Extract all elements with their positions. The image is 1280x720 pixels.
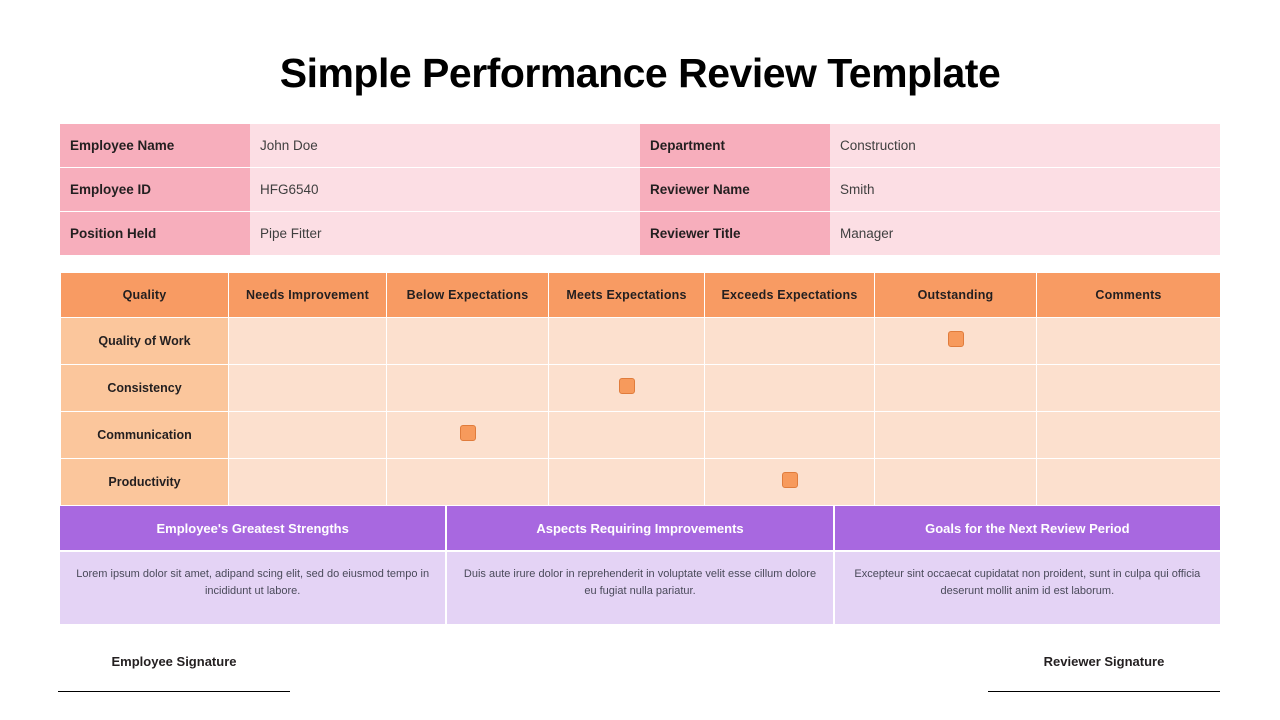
checkbox-marked-icon[interactable]: [460, 425, 476, 441]
rating-cell-consistency-outstanding[interactable]: [875, 365, 1037, 412]
narrative-text-goals[interactable]: Excepteur sint occaecat cupidatat non proident, sunt in culpa qui officia deserunt mollit anim id est laborum.: [835, 550, 1220, 624]
employee-signature-line[interactable]: [58, 691, 290, 692]
table-row: [61, 365, 1221, 412]
rating-cell-communication-meets-expectations[interactable]: [549, 412, 705, 459]
ratings-row-label-communication: Communication: [61, 412, 229, 459]
table-row: [61, 459, 1221, 506]
rating-cell-quality-of-work-exceeds-expectations[interactable]: [705, 318, 875, 365]
narrative-text-strengths[interactable]: Lorem ipsum dolor sit amet, adipand scing elit, sed do eiusmod tempo in incididunt ut labore.: [60, 550, 445, 624]
rating-cell-consistency-meets-expectations[interactable]: [549, 365, 705, 412]
rating-cell-productivity-outstanding[interactable]: [875, 459, 1037, 506]
rating-cell-productivity-meets-expectations[interactable]: [549, 459, 705, 506]
reviewer-signature-label: Reviewer Signature: [1043, 654, 1165, 669]
info-label-reviewer-title: Reviewer Title: [640, 212, 830, 256]
ratings-col-meets-expectations: Meets Expectations: [549, 273, 705, 318]
ratings-row-label-consistency: Consistency: [61, 365, 229, 412]
rating-cell-productivity-below-expectations[interactable]: [387, 459, 549, 506]
rating-cell-quality-of-work-below-expectations[interactable]: [387, 318, 549, 365]
rating-cell-communication-below-expectations[interactable]: [387, 412, 549, 459]
table-row: [61, 412, 1221, 459]
narrative-column-strengths: [60, 506, 445, 624]
info-value-employee-id[interactable]: HFG6540: [250, 168, 640, 212]
ratings-col-needs-improvement: Needs Improvement: [229, 273, 387, 318]
ratings-col-quality: Quality: [61, 273, 229, 318]
rating-cell-productivity-exceeds-expectations[interactable]: [705, 459, 875, 506]
reviewer-signature-block: [988, 654, 1220, 692]
reviewer-signature-line[interactable]: [988, 691, 1220, 692]
info-value-department[interactable]: Construction: [830, 124, 1220, 168]
rating-cell-consistency-exceeds-expectations[interactable]: [705, 365, 875, 412]
comments-cell-quality-of-work[interactable]: [1037, 318, 1221, 365]
checkbox-marked-icon[interactable]: [619, 378, 635, 394]
rating-cell-consistency-below-expectations[interactable]: [387, 365, 549, 412]
narrative-heading-strengths: Employee's Greatest Strengths: [60, 506, 445, 550]
checkbox-marked-icon[interactable]: [948, 331, 964, 347]
narrative-sections: [60, 506, 1220, 624]
employee-info-grid: [60, 124, 1220, 256]
employee-signature-label: Employee Signature: [111, 654, 237, 669]
info-label-employee-name: Employee Name: [60, 124, 250, 168]
comments-cell-communication[interactable]: [1037, 412, 1221, 459]
info-value-reviewer-title[interactable]: Manager: [830, 212, 1220, 256]
info-label-reviewer-name: Reviewer Name: [640, 168, 830, 212]
employee-signature-block: [58, 654, 290, 692]
rating-cell-quality-of-work-needs-improvement[interactable]: [229, 318, 387, 365]
rating-cell-quality-of-work-outstanding[interactable]: [875, 318, 1037, 365]
narrative-heading-improvements: Aspects Requiring Improvements: [447, 506, 832, 550]
rating-cell-productivity-needs-improvement[interactable]: [229, 459, 387, 506]
info-label-position-held: Position Held: [60, 212, 250, 256]
ratings-row-label-quality-of-work: Quality of Work: [61, 318, 229, 365]
info-label-department: Department: [640, 124, 830, 168]
rating-cell-communication-outstanding[interactable]: [875, 412, 1037, 459]
ratings-row-label-productivity: Productivity: [61, 459, 229, 506]
page-title: Simple Performance Review Template: [279, 50, 1001, 96]
comments-cell-productivity[interactable]: [1037, 459, 1221, 506]
narrative-column-goals: [835, 506, 1220, 624]
ratings-header-row: [61, 273, 1221, 318]
narrative-text-improvements[interactable]: Duis aute irure dolor in reprehenderit in voluptate velit esse cillum dolore eu fugiat nulla pariatur.: [447, 550, 832, 624]
checkbox-marked-icon[interactable]: [782, 472, 798, 488]
info-value-employee-name[interactable]: John Doe: [250, 124, 640, 168]
narrative-column-improvements: [447, 506, 832, 624]
comments-cell-consistency[interactable]: [1037, 365, 1221, 412]
info-label-employee-id: Employee ID: [60, 168, 250, 212]
narrative-heading-goals: Goals for the Next Review Period: [835, 506, 1220, 550]
rating-cell-communication-needs-improvement[interactable]: [229, 412, 387, 459]
info-value-reviewer-name[interactable]: Smith: [830, 168, 1220, 212]
info-value-position-held[interactable]: Pipe Fitter: [250, 212, 640, 256]
ratings-col-comments: Comments: [1037, 273, 1221, 318]
rating-cell-consistency-needs-improvement[interactable]: [229, 365, 387, 412]
rating-cell-communication-exceeds-expectations[interactable]: [705, 412, 875, 459]
ratings-table: [60, 272, 1221, 506]
ratings-col-exceeds-expectations: Exceeds Expectations: [705, 273, 875, 318]
ratings-col-below-expectations: Below Expectations: [387, 273, 549, 318]
ratings-col-outstanding: Outstanding: [875, 273, 1037, 318]
table-row: [61, 318, 1221, 365]
rating-cell-quality-of-work-meets-expectations[interactable]: [549, 318, 705, 365]
